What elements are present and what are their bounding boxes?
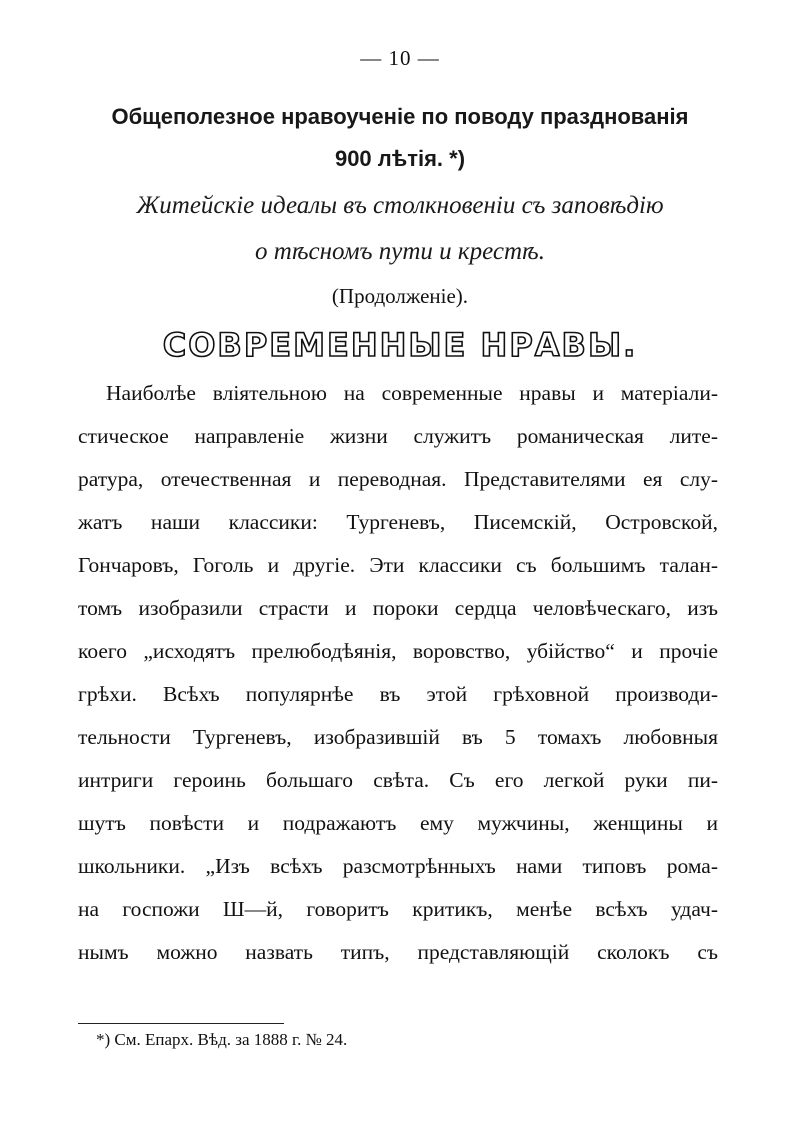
body-line: нымъ можно назвать типъ, представляющій сколокъ съ xyxy=(78,940,718,964)
body-line: интриги героинь большаго свѣта. Съ его легкой руки пи- xyxy=(78,768,718,792)
body-line: на госпожи Ш—й, говоритъ критикъ, менѣе всѣхъ удач- xyxy=(78,897,718,921)
page-number: — 10 — xyxy=(360,46,440,70)
title-line-2: 900 лѣтія. *) xyxy=(334,146,466,171)
body-line: тельности Тургеневъ, изобразившій въ 5 томахъ любовныя xyxy=(78,725,718,749)
title-line-1: Общеполезное нравоученіе по поводу празднованія xyxy=(111,104,689,129)
body-line: Наиболѣе вліятельною на современные нравы и матеріали- xyxy=(106,381,718,405)
body-line: грѣхи. Всѣхъ популярнѣе въ этой грѣховной производи- xyxy=(78,682,718,706)
subtitle-line-2: о тѣсномъ пути и крестѣ. xyxy=(255,238,545,265)
subtitle-line-1: Житейскіе идеалы въ столкновеніи съ заповѣдію xyxy=(136,192,664,219)
body-text xyxy=(78,372,718,974)
footnote-divider xyxy=(78,1023,284,1024)
body-line: коего „исходятъ прелюбодѣянія, воровство, убійство“ и прочіе xyxy=(78,639,718,663)
body-line: томъ изобразили страсти и пороки сердца человѣческаго, изъ xyxy=(78,596,718,620)
body-line: шутъ повѣсти и подражаютъ ему мужчины, женщины и xyxy=(78,811,718,835)
continuation-note: (Продолженіе). xyxy=(331,284,469,308)
body-line: жатъ наши классики: Тургеневъ, Писемскій, Островской, xyxy=(78,510,718,534)
body-line: Гончаровъ, Гоголь и другіе. Эти классики съ большимъ талан- xyxy=(78,553,718,577)
footnote: *) См. Епарх. Вѣд. за 1888 г. № 24. xyxy=(96,1030,348,1049)
section-heading: СОВРЕМЕННЫЕ НРАВЫ. xyxy=(162,326,638,364)
body-line: стическое направленіе жизни служитъ романическая лите- xyxy=(78,424,718,448)
body-line: ратура, отечественная и переводная. Представителями ея слу- xyxy=(78,467,718,491)
body-line: школьники. „Изъ всѣхъ разсмотрѣнныхъ нами типовъ рома- xyxy=(78,854,718,878)
